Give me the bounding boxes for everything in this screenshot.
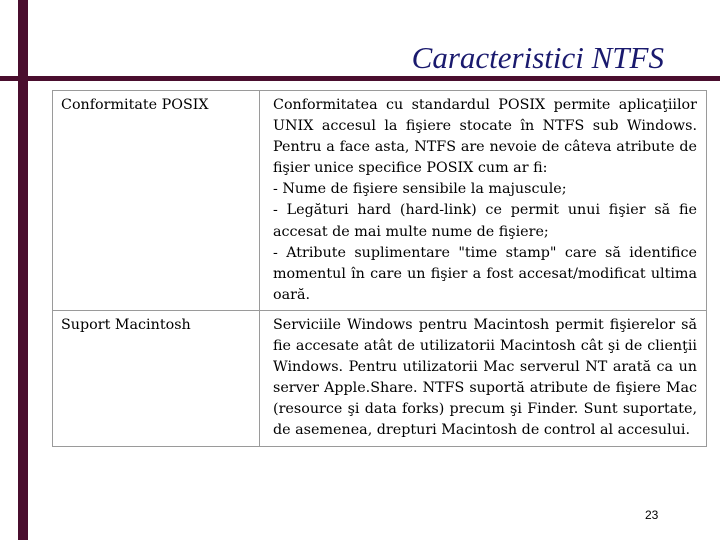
row-label-posix: Conformitate POSIX bbox=[53, 91, 260, 311]
title-underline-bar bbox=[0, 76, 720, 81]
row-label-macintosh: Suport Macintosh bbox=[53, 310, 260, 446]
features-table bbox=[52, 90, 707, 447]
row-description-macintosh bbox=[260, 310, 707, 446]
page-number: 23 bbox=[645, 508, 659, 522]
description-line: - Nume de fişiere sensibile la majuscule; bbox=[273, 181, 567, 198]
table-row bbox=[53, 310, 707, 446]
row-description-posix bbox=[260, 91, 707, 311]
description-line: - Atribute suplimentare "time stamp" care să identifice momentul în care un fişier a fost accesat/modificat ultima oară. bbox=[273, 244, 697, 303]
description-line: - Legături hard (hard-link) ce permit unui fişier să fie accesat de mai multe nume de fişiere; bbox=[273, 202, 697, 240]
slide-title: Caracteristici NTFS bbox=[411, 40, 664, 75]
description-line: Conformitatea cu standardul POSIX permite aplicaţiilor UNIX accesul la fişiere stocate în NTFS sub Windows. Pentru a face asta, NTFS are nevoie de câteva atribute de fişier unice specifice POSIX cum ar fi: bbox=[273, 97, 697, 177]
description-line: Serviciile Windows pentru Macintosh permit fişierelor să fie accesate atât de utilizatorii Macintosh cât şi de clienţii Windows. Pentru utilizatorii Mac serverul NT arată ca un server Apple.Share. NTFS suportă atribute de fişiere Mac (resource şi data forks) precum şi Finder. Sunt suportate, de asemenea, drepturi Macintosh de control al accesului. bbox=[273, 316, 697, 439]
table-row bbox=[53, 91, 707, 311]
left-accent-bar bbox=[18, 0, 28, 540]
